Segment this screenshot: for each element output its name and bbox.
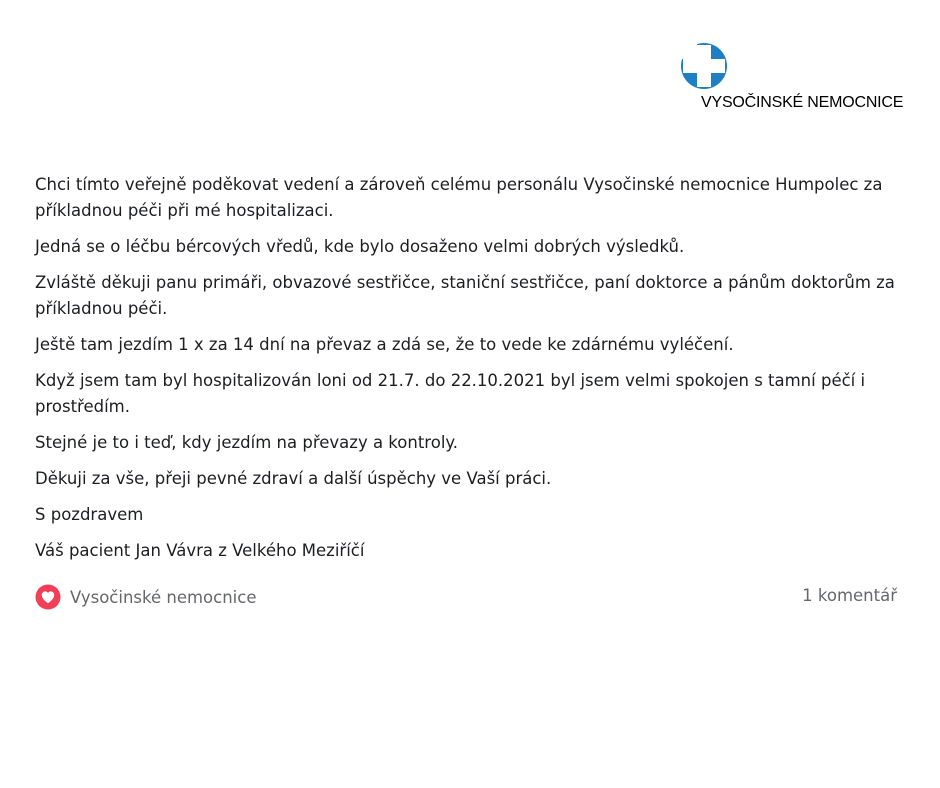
reactions-summary[interactable] bbox=[35, 584, 257, 610]
post-paragraph: Zvláště děkuji panu primáři, obvazové sestřičce, staniční sestřičce, paní doktorce a pánům doktorům za příkladnou péči. bbox=[35, 273, 895, 318]
post-paragraph: Ještě tam jezdím 1 x za 14 dní na převaz a zdá se, že to vede ke zdárnému vyléčení. bbox=[35, 335, 734, 354]
reaction-name: Vysočinské nemocnice bbox=[70, 587, 257, 607]
comments-count-link[interactable]: 1 komentář bbox=[802, 586, 897, 605]
post-paragraph: Když jsem tam byl hospitalizován loni od 21.7. do 22.10.2021 byl jsem velmi spokojen s tamní péčí i prostředím. bbox=[35, 371, 866, 416]
heart-reaction-icon bbox=[35, 584, 61, 610]
post-paragraph: Chci tímto veřejně poděkovat vedení a zároveň celému personálu Vysočinské nemocnice Humpolec za příkladnou péči při mé hospitalizaci. bbox=[35, 175, 883, 220]
post-paragraph: Stejné je to i teď, kdy jezdím na převazy a kontroly. bbox=[35, 433, 459, 452]
post-paragraph: S pozdravem bbox=[35, 505, 144, 524]
post-content bbox=[35, 172, 895, 574]
brand-name: VYSOČINSKÉ NEMOCNICE bbox=[701, 94, 904, 111]
post-signature: Váš pacient Jan Vávra z Velkého Meziříčí bbox=[35, 541, 365, 560]
medical-cross-icon bbox=[680, 42, 728, 90]
post-footer bbox=[35, 584, 897, 612]
post-paragraph: Děkuji za vše, přeji pevné zdraví a další úspěchy ve Vaší práci. bbox=[35, 469, 552, 488]
post-paragraph: Jedná se o léčbu bércových vředů, kde bylo dosaženo velmi dobrých výsledků. bbox=[35, 237, 685, 256]
hospital-logo bbox=[680, 42, 728, 90]
